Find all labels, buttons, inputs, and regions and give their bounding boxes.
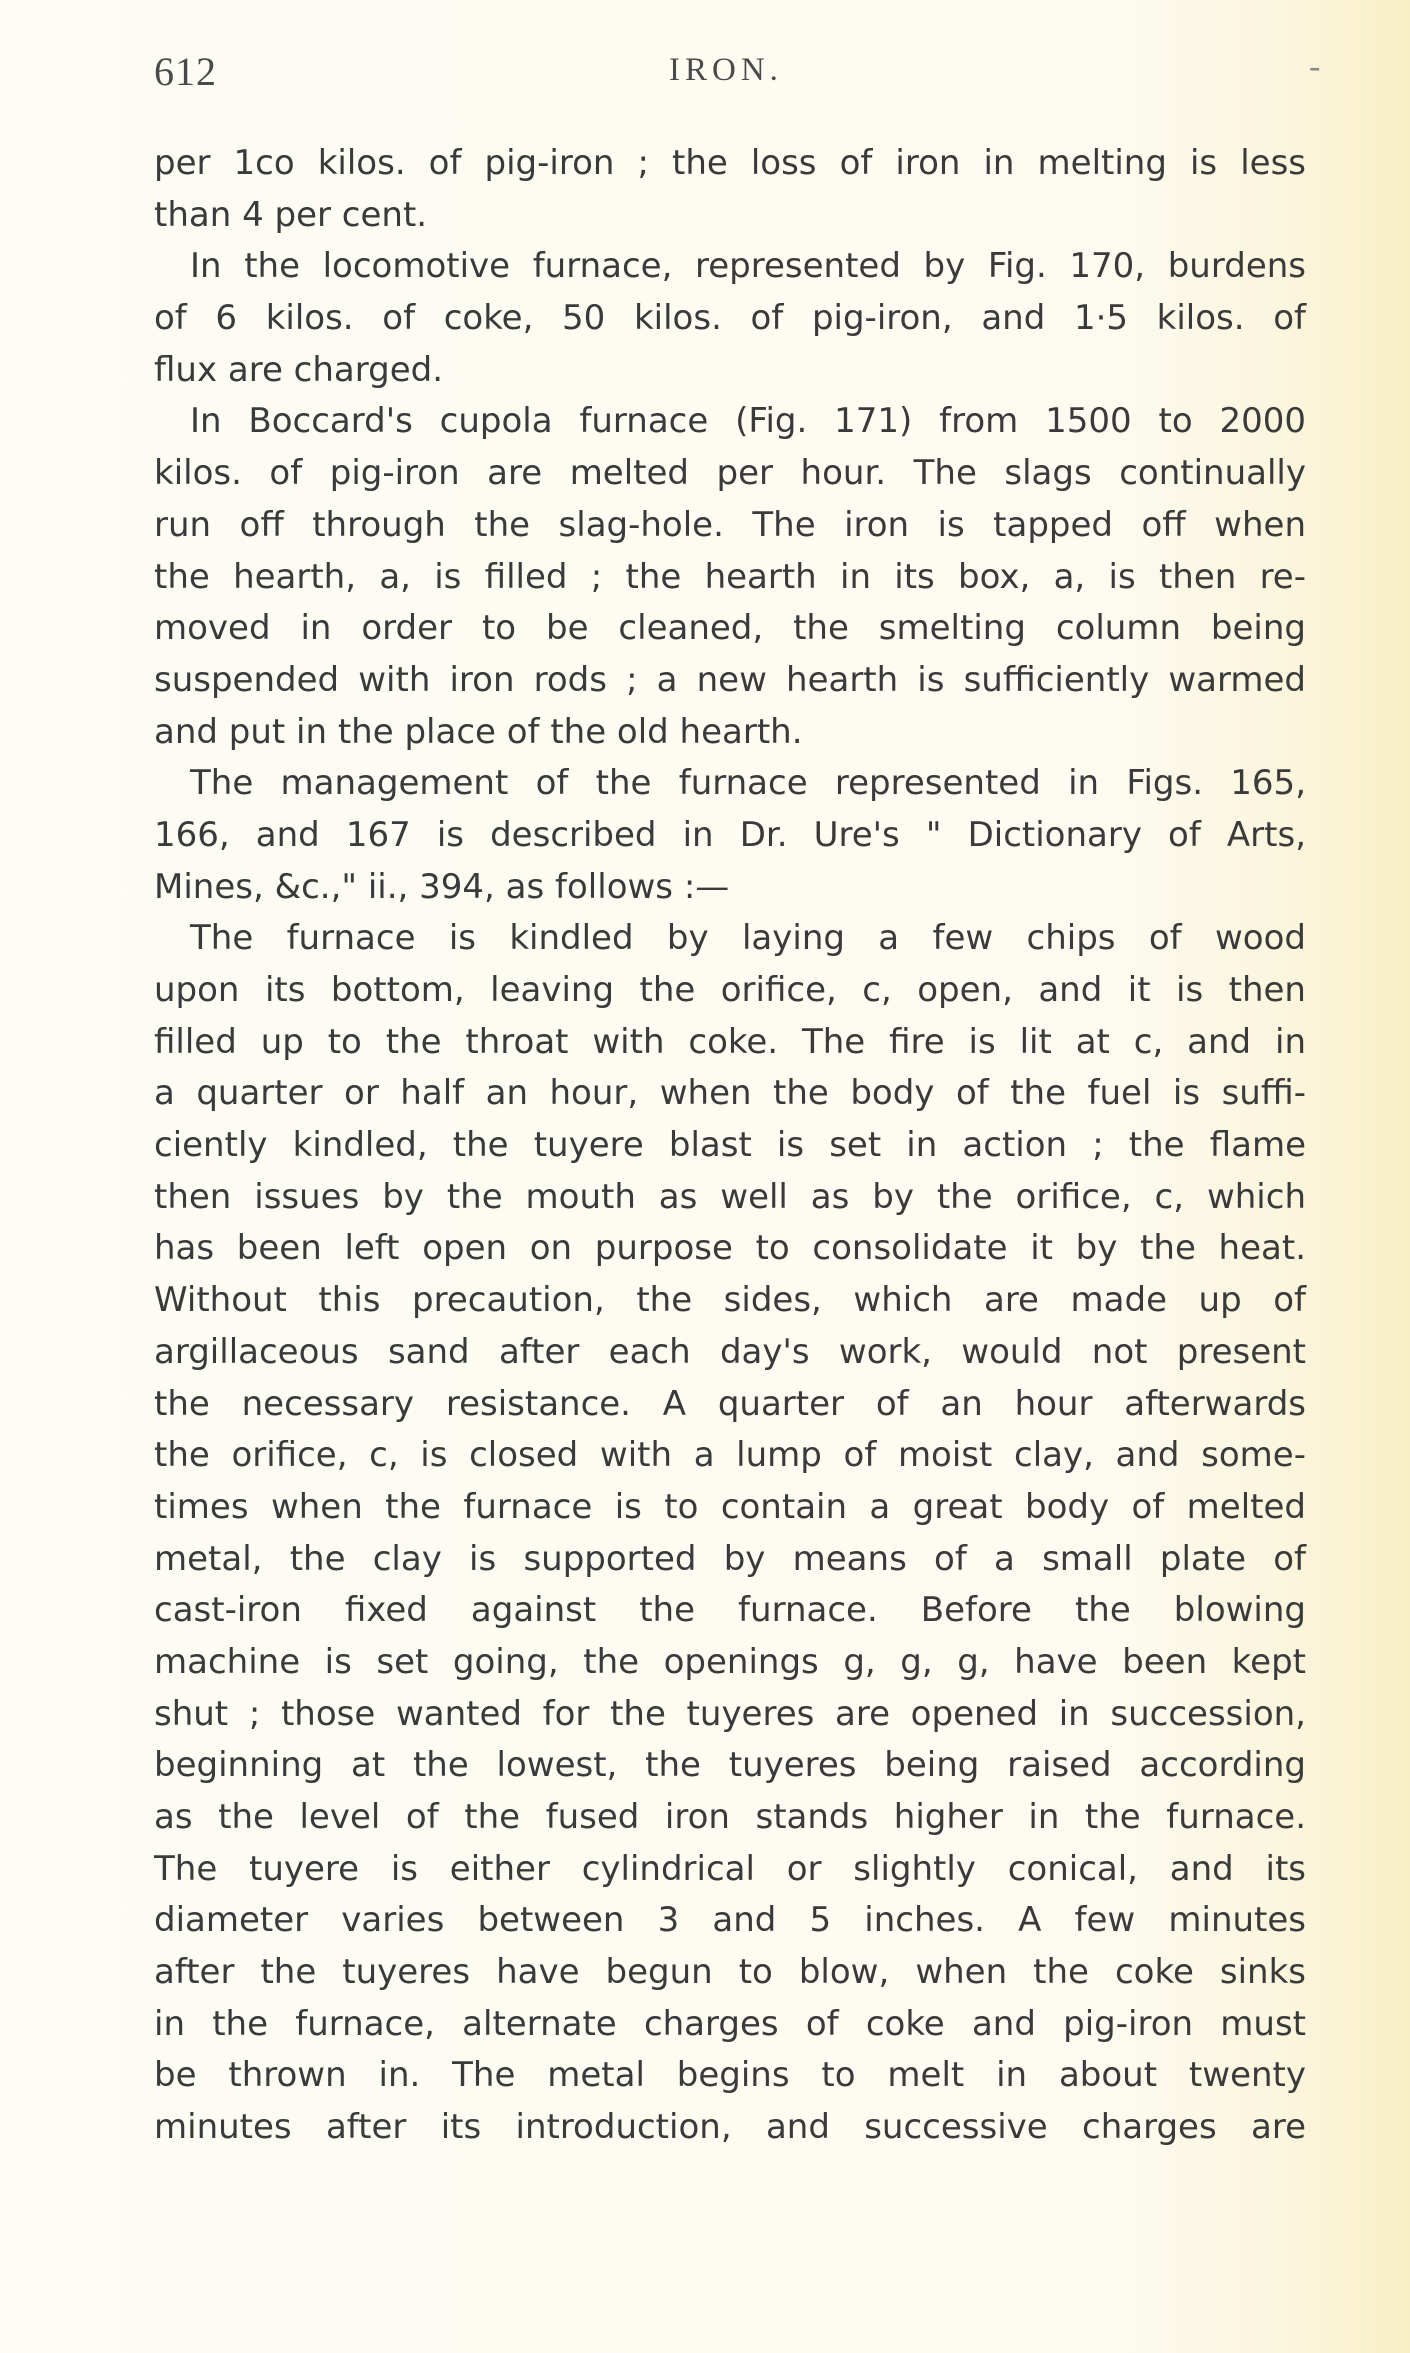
- text-line: kilos. of pig-iron are melted per hour. The slags continually: [154, 453, 1306, 494]
- page-header: [154, 48, 1324, 108]
- text-line: In Boccard's cupola furnace (Fig. 171) from 1500 to 2000: [190, 401, 1306, 442]
- body-text: [154, 138, 1306, 2154]
- text-line: has been left open on purpose to consolidate it by the heat.: [154, 1228, 1306, 1269]
- text-line: per 1co kilos. of pig-iron ; the loss of iron in melting is less: [154, 143, 1306, 183]
- text-line: Mines, &c.," ii., 394, as follows :—: [154, 866, 730, 907]
- text-line: The furnace is kindled by laying a few chips of wood: [190, 918, 1306, 959]
- text-line: 166, and 167 is described in Dr. Ure's " Dictionary of Arts,: [154, 814, 1306, 855]
- text-line: times when the furnace is to contain a great body of melted: [154, 1486, 1306, 1527]
- text-line: upon its bottom, leaving the orifice, c, open, and it is then: [154, 970, 1306, 1010]
- text-line: shut ; those wanted for the tuyeres are opened in succession,: [154, 1693, 1306, 1734]
- text-line: argillaceous sand after each day's work, would not present: [154, 1331, 1306, 1372]
- text-line: in the furnace, alternate charges of coke and pig-iron must: [154, 2003, 1306, 2044]
- text-line: diameter varies between 3 and 5 inches. A few minutes: [154, 1900, 1306, 1941]
- running-title: IRON.: [669, 52, 783, 88]
- text-line: and put in the place of the old hearth.: [154, 711, 803, 752]
- text-line: metal, the clay is supported by means of a small plate of: [154, 1538, 1306, 1579]
- text-line: machine is set going, the openings g, g, g, have been kept: [154, 1641, 1306, 1682]
- text-line: The tuyere is either cylindrical or slightly conical, and its: [154, 1848, 1306, 1889]
- text-line: than 4 per cent.: [154, 194, 428, 235]
- text-line: run off through the slag-hole. The iron is tapped off when: [154, 504, 1306, 545]
- text-line: the orifice, c, is closed with a lump of moist clay, and some-: [154, 1435, 1306, 1476]
- text-line: ciently kindled, the tuyere blast is set in action ; the flame: [154, 1125, 1306, 1166]
- text-line: beginning at the lowest, the tuyeres being raised according: [154, 1745, 1306, 1786]
- text-line: cast-iron fixed against the furnace. Before the blowing: [154, 1590, 1306, 1631]
- text-line: minutes after its introduction, and successive charges are: [154, 2107, 1306, 2148]
- text-line: Without this precaution, the sides, which are made up of: [154, 1280, 1306, 1321]
- text-line: flux are charged.: [154, 349, 444, 390]
- header-mark: -: [1309, 48, 1321, 85]
- text-line: then issues by the mouth as well as by the orifice, c, which: [154, 1176, 1306, 1217]
- text-line: as the level of the fused iron stands higher in the furnace.: [154, 1797, 1306, 1837]
- text-line: the necessary resistance. A quarter of an hour afterwards: [154, 1383, 1306, 1424]
- text-line: the hearth, a, is filled ; the hearth in its box, a, is then re-: [154, 556, 1306, 597]
- text-line: The management of the furnace represented in Figs. 165,: [190, 763, 1306, 804]
- text-line: filled up to the throat with coke. The fire is lit at c, and in: [154, 1021, 1306, 1062]
- text-line: In the locomotive furnace, represented by Fig. 170, burdens: [190, 246, 1306, 287]
- page-number: 612: [154, 49, 217, 94]
- text-line: after the tuyeres have begun to blow, when the coke sinks: [154, 1952, 1306, 1993]
- text-line: a quarter or half an hour, when the body of the fuel is suffi-: [154, 1073, 1306, 1114]
- text-line: moved in order to be cleaned, the smelting column being: [154, 608, 1306, 649]
- text-line: suspended with iron rods ; a new hearth is sufficiently warmed: [154, 659, 1306, 700]
- text-line: of 6 kilos. of coke, 50 kilos. of pig-iron, and 1·5 kilos. of: [154, 298, 1306, 339]
- text-line: be thrown in. The metal begins to melt in about twenty: [154, 2055, 1306, 2096]
